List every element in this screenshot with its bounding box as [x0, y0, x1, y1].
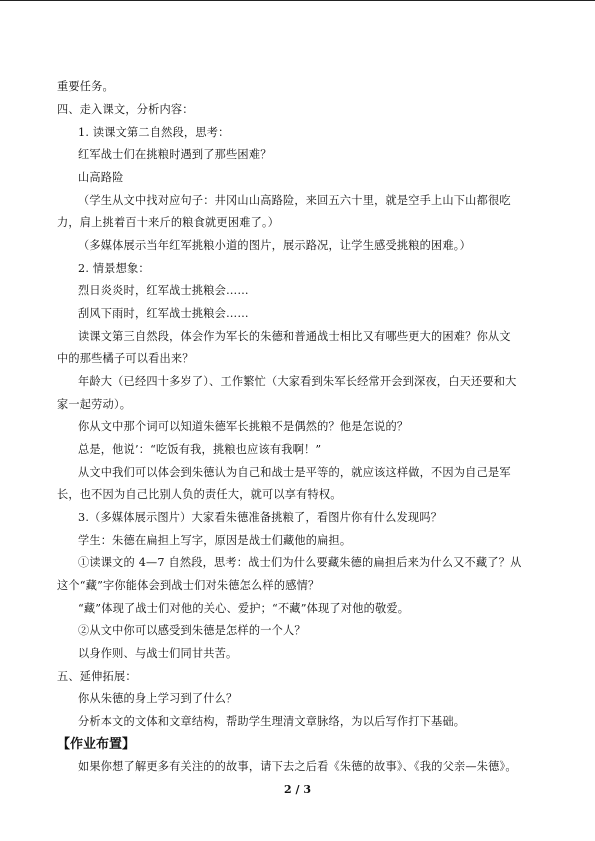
text-line: 分析本文的文体和文章结构，帮助学生理清文章脉络，为以后写作打下基础。 — [78, 715, 466, 728]
text-line: “藏”体现了战士们对他的关心、爱护；“不藏”体现了对他的敬爱。 — [78, 602, 410, 615]
text-line: 家一起劳动）。 — [57, 398, 132, 411]
section-title: 五、延伸拓展： — [57, 670, 137, 683]
text-line: 烈日炎炎时，红军战士挑粮会…… — [78, 284, 249, 297]
homework-heading: 【作业布置】 — [57, 737, 136, 752]
text-line: 中的那些橘子可以看出来？ — [57, 352, 194, 365]
text-line: 学生：朱德在扁担上写字，原因是战士们藏他的扁担。 — [78, 534, 352, 547]
text-line: 以身作则、与战士们同甘共苦。 — [78, 647, 238, 660]
text-line: ②从文中你可以感受到朱德是怎样的一个人？ — [78, 624, 306, 637]
text-line: （多媒体展示当年红军挑粮小道的图片，展示路况，让学生感受挑粮的困难。） — [78, 239, 471, 252]
page-top-rule — [0, 0, 595, 1]
text-line: 山高路险 — [78, 171, 124, 184]
section-title: 四、走入课文，分析内容： — [57, 103, 194, 116]
text-line: 刮风下雨时，红军战士挑粮会…… — [78, 307, 249, 320]
text-line: 年龄大（已经四十多岁了）、工作繁忙（大家看到朱军长经常开会到深夜，白天还要和大 — [78, 375, 517, 388]
page-number: 2 / 3 — [284, 783, 311, 796]
text-line: （学生从文中找对应句子：井冈山山高路险，来回五六十里，就是空手上山下山都很吃 — [78, 194, 511, 207]
text-line: 从文中我们可以体会到朱德认为自己和战士是平等的，就应该这样做，不因为自己是军 — [78, 466, 511, 479]
text-line: 红军战士们在挑粮时遇到了那些困难？ — [78, 148, 272, 161]
text-line: 你从朱德的身上学习到了什么？ — [78, 692, 238, 705]
homework-text: 如果你想了解更多有关注的的故事，请下去之后看《朱德的故事》、《我的父亲—朱德》。 — [78, 760, 517, 773]
text-line: 重要任务。 — [57, 80, 114, 93]
text-line: ①读课文的 4—7 自然段，思考：战士们为什么要藏朱德的扁担后来为什么又不藏了？从 — [78, 556, 522, 569]
text-line: 读课文第三自然段，体会作为军长的朱德和普通战士相比又有哪些更大的困难？你从文 — [78, 330, 511, 343]
text-line: 3.（多媒体展示图片）大家看朱德准备挑粮了，看图片你有什么发现吗？ — [78, 511, 443, 524]
text-line: 1. 读课文第二自然段，思考： — [78, 126, 230, 139]
text-line: 力，肩上挑着百十来斤的粮食就更困难了。） — [57, 216, 280, 229]
text-line: 2. 情景想象： — [78, 262, 150, 275]
text-line: 长，也不因为自己比别人负的责任大，就可以享有特权。 — [57, 488, 342, 501]
text-line: 总是，他说’：“吃饭有我，挑粮也应该有我啊！” — [78, 443, 322, 456]
text-line: 这个“藏”字你能体会到战士们对朱德怎么样的感情？ — [57, 579, 320, 592]
text-line: 你从文中那个词可以知道朱德军长挑粮不是偶然的？他是怎说的？ — [78, 420, 409, 433]
